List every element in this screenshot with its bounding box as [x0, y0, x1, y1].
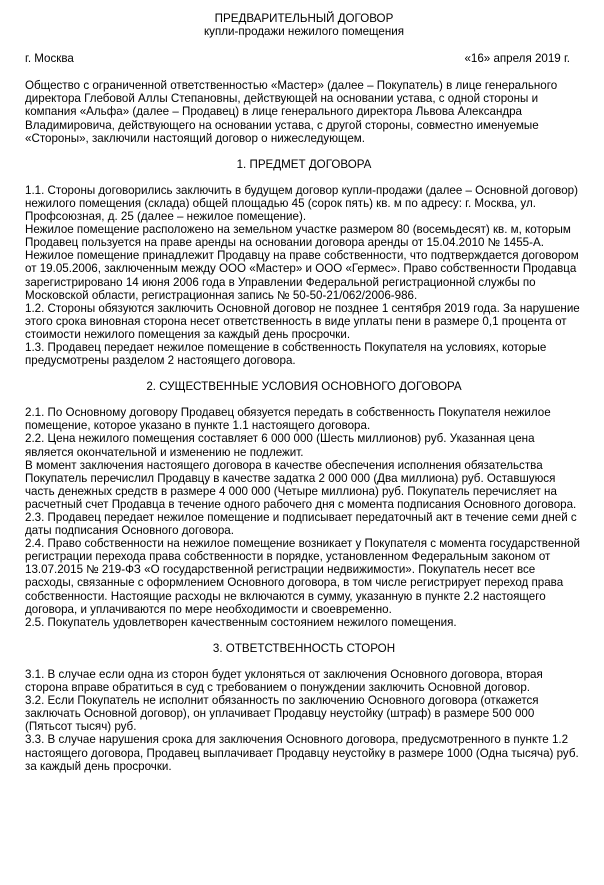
section-3-heading: 3. ОТВЕТСТВЕННОСТЬ СТОРОН	[212, 641, 396, 655]
section-1-body	[25, 184, 583, 367]
document-title: ПРЕДВАРИТЕЛЬНЫЙ ДОГОВОР	[214, 12, 394, 25]
clause-3-2: 3.2. Если Покупатель не исполнит обязанность по заключению Основного договора (откажется заключать Основной договор), он уплачивает Продавцу неустойку (штраф) в размере 500 000 (Пятьсот тысяч) руб.	[25, 694, 539, 734]
section-2-heading: 2. СУЩЕСТВЕННЫЕ УСЛОВИЯ ОСНОВНОГО ДОГОВОРА	[146, 380, 462, 394]
clause-1-1-land: Нежилое помещение расположено на земельном участке размером 80 (восемьдесят) кв. м, которым Продавец пользуется на праве аренды на основании договора аренды от 15.04.2010 № 1455-А.	[25, 223, 571, 250]
preamble: Общество с ограниченной ответственностью «Мастер» (далее – Покупатель) в лице генерального директора Глебовой Аллы Степановны, действующей на основании устава, с одной стороны и компания «Альфа» (далее – Продавец) в лице генерального директора Львова Александра Владимировича, действующего на основании устава, с другой стороны, совместно именуемые «Стороны», заключили настоящий договор о нижеследующем.	[25, 79, 558, 145]
clause-2-4: 2.4. Право собственности на нежилое помещение возникает у Покупателя с момента государственной регистрации перехода права собственности в порядке, установленном Федеральным законом от 13.07.2015 № 219-ФЗ «О государственной регистрации недвижимости». Покупатель несет все расходы, связанные с оформлением Основного договора, в том числе регистрирует переход права собственности. Настоящие расходы не включаются в сумму, указанную в пункте 2.2 настоящего договора, и уплачиваются по мере необходимости и своевременно.	[25, 537, 580, 616]
section-3-body	[25, 668, 583, 773]
clause-1-2: 1.2. Стороны обязуются заключить Основной договор не позднее 1 сентября 2019 года. За нарушение этого срока виновная сторона несет ответственность в виде уплаты пени в размере 0,1 процента от стоимости нежилого помещения за каждый день просрочки.	[25, 301, 580, 341]
clause-2-3: 2.3. Продавец передает нежилое помещение и подписывает передаточный акт в течение семи дней с даты подписания Основного договора.	[25, 511, 577, 538]
clause-1-1-ownership: Нежилое помещение принадлежит Продавцу на праве собственности, что подтверждается договором от 19.05.2006, заключенным между ООО «Мастер» и ООО «Гермес». Право собственности Продавца зарегистрировано 14 июня 2006 года в Управлении Федеральной регистрационной службы по Московской области, регистрационная запись № 50-50-21/062/2006-986.	[25, 249, 579, 302]
clause-2-5: 2.5. Покупатель удовлетворен качественным состоянием нежилого помещения.	[25, 615, 457, 629]
document	[25, 12, 583, 773]
clause-2-2: 2.2. Цена нежилого помещения составляет 6 000 000 (Шесть миллионов) руб. Указанная цена является окончательной и изменению не подлежит.	[25, 432, 535, 459]
clause-1-1: 1.1. Стороны договорились заключить в будущем договор купли-продажи (далее – Основной договор) нежилого помещения (склада) общей площадью 45 (сорок пять) кв. м по адресу: г. Москва, ул. Профсоюзная, д. 25 (далее – нежилое помещение).	[25, 183, 578, 224]
section-2-body	[25, 406, 583, 629]
document-subtitle: купли-продажи нежилого помещения	[203, 25, 405, 39]
clause-2-2-deposit: В момент заключения настоящего договора в качестве обеспечения исполнения обязательства Покупатель перечислил Продавцу в качестве задатка 2 000 000 (Два миллиона) руб. Оставшуюся часть денежных средств в размере 4 000 000 (Четыре миллиона) руб. Покупатель перечисляет на расчетный счет Продавца в течение одного рабочего дня с момента подписания Основного договора.	[25, 458, 577, 511]
city: г. Москва	[25, 52, 74, 66]
clause-3-3: 3.3. В случае нарушения срока для заключения Основного договора, предусмотренного в пункте 1.2 настоящего договора, Продавец выплачивает Продавцу неустойку в размере 1000 (Одна тысяча) руб. за каждый день просрочки.	[25, 733, 579, 773]
place-date-row	[25, 52, 583, 65]
clause-2-1: 2.1. По Основному договору Продавец обязуется передать в собственность Покупателя нежилое помещение, которое указано в пункте 1.1 настоящего договора.	[25, 406, 551, 433]
clause-3-1: 3.1. В случае если одна из сторон будет уклоняться от заключения Основного договора, вторая сторона вправе обратиться в суд с требованием о понуждении заключить Основной договор.	[25, 667, 543, 695]
clause-1-3: 1.3. Продавец передает нежилое помещение в собственность Покупателя на условиях, которые предусмотрены разделом 2 настоящего договора.	[25, 340, 547, 368]
section-1-heading: 1. ПРЕДМЕТ ДОГОВОРА	[236, 157, 372, 171]
date: «16» апреля 2019 г.	[464, 52, 570, 66]
